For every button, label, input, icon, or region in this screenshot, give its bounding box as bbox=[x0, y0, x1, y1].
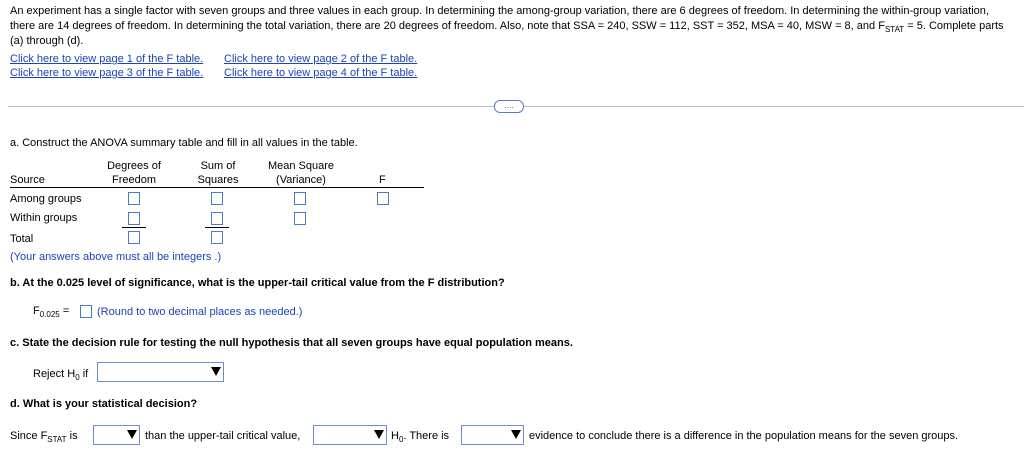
chevron-down-icon bbox=[127, 430, 137, 439]
among-ms-input[interactable] bbox=[294, 192, 306, 205]
within-df-underline bbox=[122, 227, 146, 228]
row-label-within: Within groups bbox=[10, 212, 78, 224]
part-a-prompt: a. Construct the ANOVA summary table and fill in all values in the table. bbox=[10, 137, 358, 149]
integer-note: (Your answers above must all be integers .) bbox=[10, 251, 222, 263]
within-df-input[interactable] bbox=[128, 212, 140, 225]
within-ms-input[interactable] bbox=[294, 212, 306, 225]
h0-there-is-text: $H_0$. There is bbox=[391, 430, 450, 444]
problem-text: An experiment has a single factor with seven groups and three values in each group. In determining the among-group variation, there are 6 degrees of freedom. In determining the within-group variation, there are 14 degrees of freedom. In determining the total variation, there are 20 degrees of freedom. Also, note that SSA = 240, SSW = 112, SST = 352, MSA = 40, MSW = 8, and bbox=[10, 5, 989, 32]
ms-header: Mean Square (Variance) bbox=[267, 160, 335, 186]
df-header: Degrees of Freedom bbox=[107, 160, 161, 186]
source-header: Source bbox=[10, 174, 45, 186]
among-f-input[interactable] bbox=[377, 192, 389, 205]
chevron-down-icon bbox=[511, 430, 521, 439]
problem-statement bbox=[10, 4, 1015, 49]
within-ss-input[interactable] bbox=[211, 212, 223, 225]
more-options-button[interactable]: .... bbox=[494, 100, 524, 113]
part-b-prompt: b. At the 0.025 level of significance, what is the upper-tail critical value from the F distribution? bbox=[10, 277, 505, 289]
chevron-down-icon bbox=[211, 367, 221, 376]
part-d-prompt: d. What is your statistical decision? bbox=[10, 398, 198, 410]
among-df-input[interactable] bbox=[128, 192, 140, 205]
f-critical-input[interactable] bbox=[80, 305, 92, 318]
fstat-label: $F_{STAT}$ bbox=[878, 20, 905, 34]
comparison-select[interactable] bbox=[93, 425, 140, 445]
f-table-page-4-link[interactable]: Click here to view page 4 of the F table. bbox=[224, 67, 418, 79]
problem-text-end: = 5. Complete parts (a) through (d). bbox=[10, 20, 1004, 47]
table-header-rule bbox=[10, 187, 424, 188]
row-label-total: Total bbox=[10, 233, 34, 245]
evidence-text: evidence to conclude there is a difference in the population means for the seven groups. bbox=[529, 430, 959, 442]
total-df-input[interactable] bbox=[128, 231, 140, 244]
ss-header: Sum of Squares bbox=[197, 160, 239, 186]
decision-rule-select[interactable] bbox=[97, 362, 224, 382]
within-ss-underline bbox=[205, 227, 229, 228]
than-critical-text: than the upper-tail critical value, bbox=[145, 430, 301, 442]
f-critical-label: $F_{0.025}$ = bbox=[33, 305, 70, 319]
total-ss-input[interactable] bbox=[211, 231, 223, 244]
evidence-select[interactable] bbox=[461, 425, 524, 445]
f-header: F bbox=[379, 174, 386, 186]
f-table-page-2-link[interactable]: Click here to view page 2 of the F table. bbox=[224, 53, 418, 65]
chevron-down-icon bbox=[374, 430, 384, 439]
part-c-prompt: c. State the decision rule for testing the null hypothesis that all seven groups have equal population means. bbox=[10, 337, 573, 349]
f-table-page-3-link[interactable]: Click here to view page 3 of the F table. bbox=[10, 67, 204, 79]
row-label-among: Among groups bbox=[10, 193, 82, 205]
since-fstat-label: Since $F_{STAT}$ is bbox=[10, 430, 78, 444]
reject-h0-label: Reject $H_0$ if bbox=[33, 368, 89, 382]
f-table-page-1-link[interactable]: Click here to view page 1 of the F table. bbox=[10, 53, 204, 65]
among-ss-input[interactable] bbox=[211, 192, 223, 205]
rounding-note: (Round to two decimal places as needed.) bbox=[97, 306, 303, 318]
h0-decision-select[interactable] bbox=[313, 425, 387, 445]
